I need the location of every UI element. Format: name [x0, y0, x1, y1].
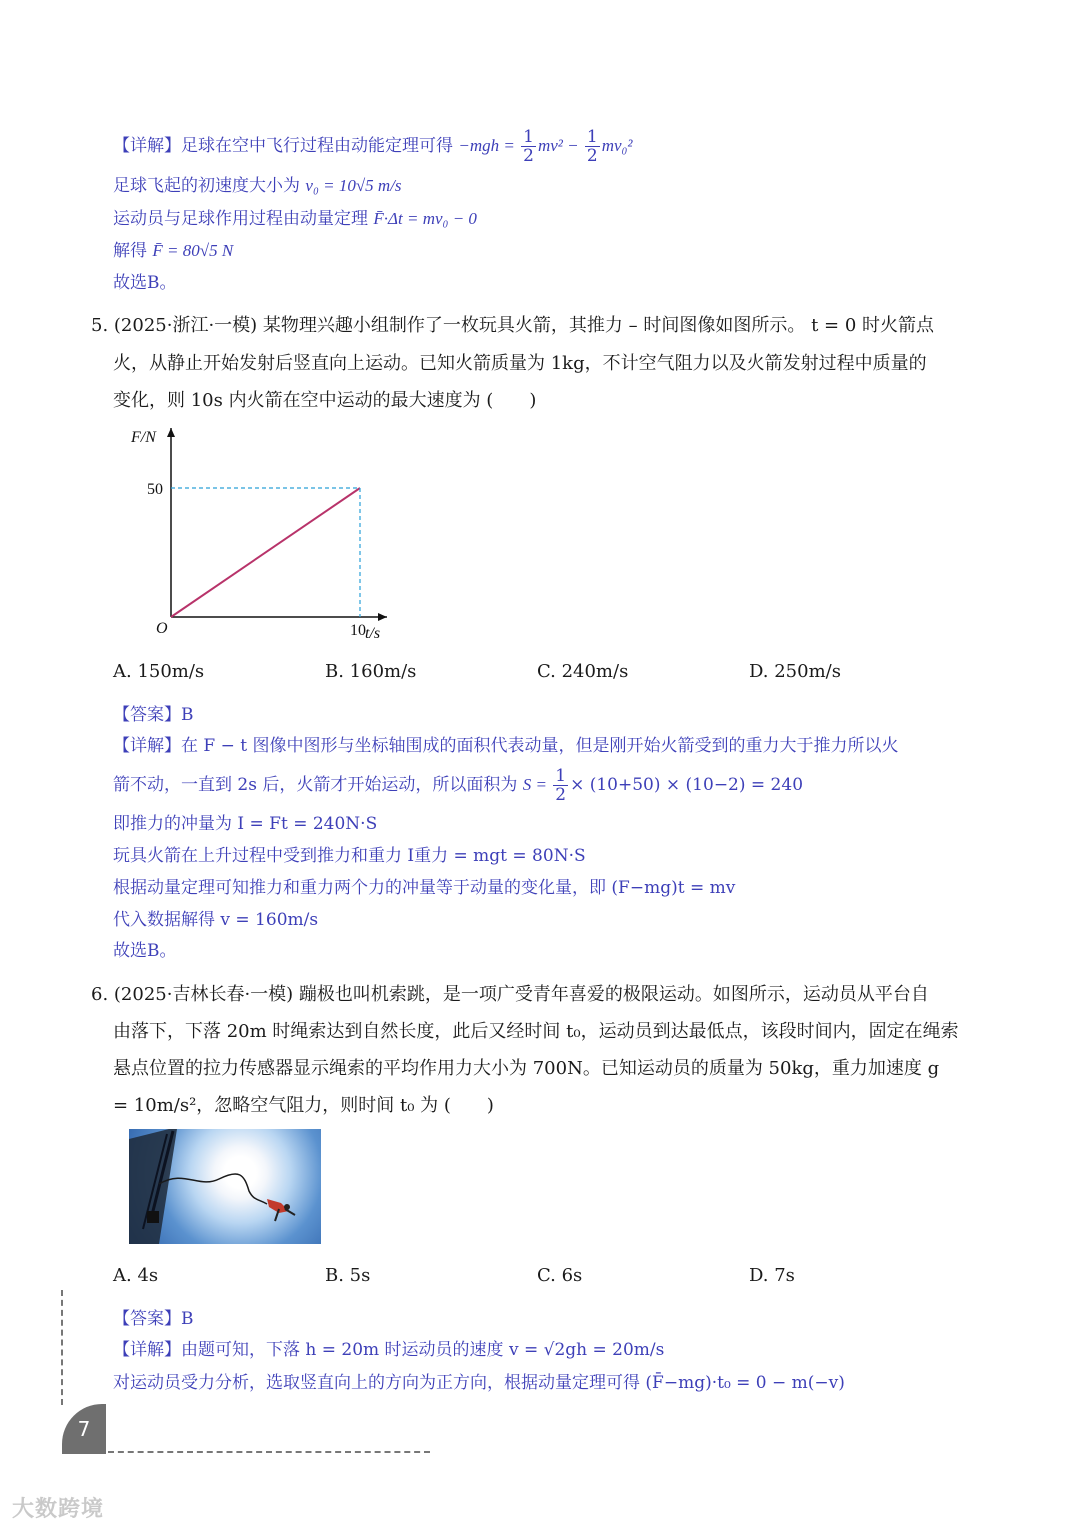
y-tick-label: 50 [147, 481, 163, 498]
q5-detail-2: 箭不动，一直到 2s 后，火箭才开始运动，所以面积为 S = $\frac{1}{2}$ × (10+50) × (10−2) = 240 [113, 766, 804, 805]
q6-detail-2: 对运动员受力分析，选取竖直向上的方向为正方向，根据动量定理可得 (F̄−mg)·t₀ = 0 − m(−v) [113, 1373, 845, 1393]
q6-line-3: 悬点位置的拉力传感器显示绳索的平均作用力大小为 700N。已知运动员的质量为 50kg，重力加速度 g [113, 1058, 940, 1079]
force-time-chart [125, 420, 405, 650]
q6-option-b[interactable]: B. 5s [325, 1265, 371, 1286]
detail-line-1: 【详解】足球在空中飞行过程由动能定理可得 −mgh = $\frac{1}{2}$ mv² − $\frac{1}{2}$ mv₀² [113, 127, 633, 166]
bungee-illustration [129, 1129, 321, 1244]
detail-line-3: 运动员与足球作用过程由动量定理 F̄·Δt = mv₀ − 0 [113, 209, 477, 229]
page-border-vertical [61, 1290, 63, 1405]
q6-option-c[interactable]: C. 6s [537, 1265, 583, 1286]
x-tick-label: 10 [350, 622, 366, 639]
detail-line-2: 足球飞起的初速度大小为 v₀ = 10√5 m/s [113, 176, 402, 196]
q5-line-1: 5. (2025·浙江·一模) 某物理兴趣小组制作了一枚玩具火箭，其推力 – 时间图像如图所示。 t = 0 时火箭点 [91, 315, 935, 336]
detail-line-5: 故选B。 [113, 273, 177, 293]
q6-option-a[interactable]: A. 4s [113, 1265, 159, 1286]
q5-detail-7: 故选B。 [113, 941, 177, 961]
q5-detail-3: 即推力的冲量为 I = Ft = 240N·S [113, 814, 378, 834]
q6-answer: 【答案】B [113, 1309, 194, 1329]
page-number: 7 [62, 1404, 106, 1454]
y-axis-arrow [167, 428, 175, 437]
page-border-horizontal [108, 1451, 430, 1453]
q5-option-c[interactable]: C. 240m/s [537, 661, 629, 682]
q6-line-1: 6. (2025·吉林长春·一模) 蹦极也叫机索跳，是一项广受青年喜爱的极限运动。如图所示，运动员从平台自 [91, 984, 929, 1005]
q5-detail-4: 玩具火箭在上升过程中受到推力和重力 I重力 = mgt = 80N·S [113, 846, 586, 866]
q5-option-a[interactable]: A. 150m/s [113, 661, 205, 682]
bungee-photo [129, 1129, 321, 1244]
force-line [171, 488, 360, 617]
q6-line-2: 由落下，下落 20m 时绳索达到自然长度，此后又经时间 t₀，运动员到达最低点，该段时间内，固定在绳索 [113, 1021, 959, 1042]
q5-line-3: 变化，则 10s 内火箭在空中运动的最大速度为 ( ) [113, 390, 537, 411]
q5-option-d[interactable]: D. 250m/s [749, 661, 841, 682]
watermark-logo: 大数跨境 [12, 1497, 105, 1522]
q6-option-d[interactable]: D. 7s [749, 1265, 795, 1286]
q5-detail-1: 【详解】在 F − t 图像中图形与坐标轴围成的面积代表动量，但是刚开始火箭受到的重力大于推力所以火 [113, 736, 899, 756]
q5-answer: 【答案】B [113, 705, 194, 725]
q6-line-4: = 10m/s²，忽略空气阻力，则时间 t₀ 为 ( ) [113, 1095, 494, 1116]
x-axis-label: t/s [365, 625, 381, 642]
detail-line-4: 解得 F̄ = 80√5 N [113, 241, 234, 261]
q5-line-2: 火，从静止开始发射后竖直向上运动。已知火箭质量为 1kg，不计空气阻力以及火箭发射过程中质量的 [113, 353, 927, 374]
q5-detail-5: 根据动量定理可知推力和重力两个力的冲量等于动量的变化量，即 (F−mg)t = mv [113, 878, 736, 898]
q6-detail-1: 【详解】由题可知，下落 h = 20m 时运动员的速度 v = √2gh = 20m/s [113, 1340, 665, 1360]
y-axis-label: F/N [131, 429, 156, 446]
origin-label: O [156, 620, 168, 637]
q5-option-b[interactable]: B. 160m/s [325, 661, 417, 682]
q5-detail-6: 代入数据解得 v = 160m/s [113, 910, 319, 930]
x-axis-arrow [378, 613, 387, 621]
